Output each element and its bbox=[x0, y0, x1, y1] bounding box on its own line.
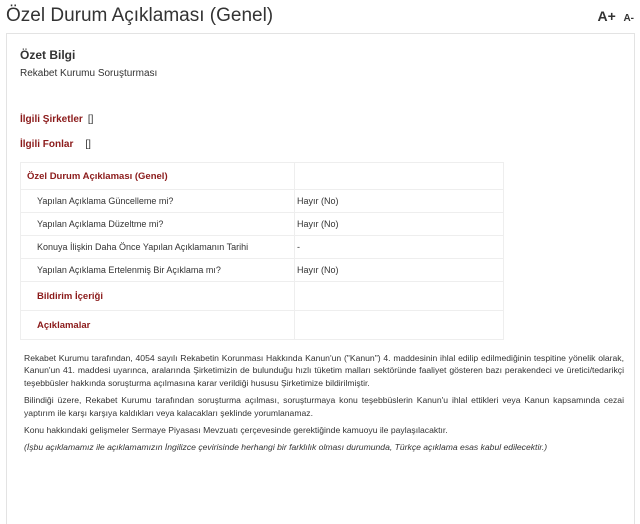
disclosure-table bbox=[20, 162, 504, 340]
row-label: Yapılan Açıklama Ertelenmiş Bir Açıklama mı? bbox=[21, 259, 295, 282]
table-row bbox=[21, 213, 504, 236]
row-label: Yapılan Açıklama Düzeltme mi? bbox=[21, 213, 295, 236]
disclosure-body bbox=[24, 352, 624, 459]
section-row-explanations bbox=[21, 311, 504, 340]
body-paragraph: Rekabet Kurumu tarafından, 4054 sayılı Rekabetin Korunması Hakkında Kanun'un ("Kanun") 4. maddesinin ihlal edilip edilmediğinin tespitine yönelik olarak, Kanun'un 41. maddesi uyarınca, aralarında Şirketimizin de bulunduğu hızlı tüketim malları sektöründe faaliyet gösteren bazı perakendeci ve üretici/tedarikçi teşebbüsler hakkında soruşturma açılmasına karar verildiği hususu Şirketimize bildirilmiştir. bbox=[24, 353, 624, 388]
related-companies-label: İlgili Şirketler bbox=[20, 114, 83, 125]
row-value: - bbox=[295, 236, 504, 259]
section-row-notice bbox=[21, 282, 504, 311]
section-explanations-label: Açıklamalar bbox=[21, 311, 295, 340]
related-funds-label: İlgili Fonlar bbox=[20, 139, 74, 150]
row-label: Yapılan Açıklama Güncelleme mi? bbox=[21, 190, 295, 213]
font-size-controls bbox=[594, 8, 634, 24]
row-value: Hayır (No) bbox=[295, 213, 504, 236]
row-value: Hayır (No) bbox=[295, 190, 504, 213]
body-paragraph: Bilindiği üzere, Rekabet Kurumu tarafından soruşturma açılması, soruşturmaya konu teşebbüslerin Kanun'u ihlal ettikleri veya Kanun kapsamında cezai yaptırım ile karşı karşıya kaldıkları veya kalacakları şeklinde yorumlanamaz. bbox=[24, 395, 624, 418]
related-companies bbox=[20, 114, 93, 125]
related-funds-value: [] bbox=[85, 139, 91, 150]
table-row bbox=[21, 190, 504, 213]
row-value: Hayır (No) bbox=[295, 259, 504, 282]
font-increase-button[interactable]: A+ bbox=[597, 8, 616, 24]
body-paragraph: Konu hakkındaki gelişmeler Sermaye Piyasası Mevzuatı çerçevesinde gerektiğinde kamuoyu ile paylaşılacaktır. bbox=[24, 425, 448, 436]
table-row bbox=[21, 259, 504, 282]
body-note: (İşbu açıklamamız ile açıklamamızın İngilizce çevirisinde herhangi bir farklılık olması durumunda, Türkçe açıklama esas kabul edilecektir.) bbox=[24, 442, 548, 453]
table-header-row bbox=[21, 163, 504, 190]
font-decrease-button[interactable]: A- bbox=[623, 13, 634, 24]
page-title: Özel Durum Açıklaması (Genel) bbox=[6, 5, 274, 26]
disclosure-card bbox=[6, 33, 635, 524]
summary-heading: Özet Bilgi bbox=[20, 48, 76, 62]
related-funds bbox=[20, 139, 91, 150]
table-row bbox=[21, 236, 504, 259]
section-notice-label: Bildirim İçeriği bbox=[21, 282, 295, 311]
summary-text: Rekabet Kurumu Soruşturması bbox=[20, 68, 158, 79]
table-heading: Özel Durum Açıklaması (Genel) bbox=[21, 163, 295, 190]
row-label: Konuya İlişkin Daha Önce Yapılan Açıklamanın Tarihi bbox=[21, 236, 295, 259]
related-companies-value: [] bbox=[87, 114, 94, 125]
